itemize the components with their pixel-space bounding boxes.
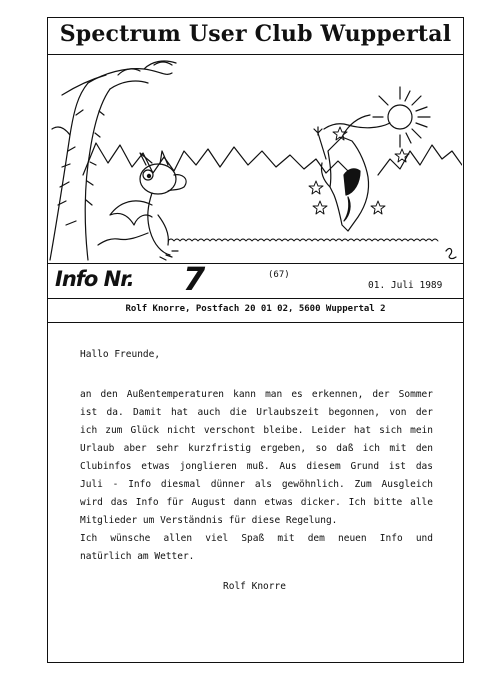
- page-title: Spectrum User Club Wuppertal: [59, 21, 452, 47]
- mountains-right-icon: [378, 145, 462, 175]
- letter-line: Clubinfos etwas jonglieren muß. Aus diesem Grund ist das: [80, 461, 433, 472]
- greeting: Hallo Freunde,: [80, 349, 161, 360]
- artist-mark-icon: [446, 248, 456, 258]
- letter-line: Ich wünsche allen viel Spaß mit dem neuen Info und: [80, 533, 433, 544]
- letter-line: Mitglieder um Verständnis für diese Regelung.: [80, 515, 338, 526]
- letter-line: Urlaub aber sehr kurzfristig ergeben, so daß ich mit den: [80, 443, 433, 454]
- address-bar: [47, 299, 464, 323]
- info-bar: [47, 260, 464, 299]
- cartoon-panel: [47, 55, 464, 264]
- info-number: 7: [183, 260, 206, 298]
- letter-line: ich zum Glück nicht verschont bleibe. Leider hat sich mein: [80, 425, 433, 436]
- title-box: [47, 17, 464, 55]
- page-number: (67): [268, 270, 290, 280]
- letter-line: natürlich am Wetter.: [80, 551, 195, 562]
- mountains-icon: [83, 143, 348, 175]
- signature: Rolf Knorre: [223, 581, 286, 592]
- letter-line: ist da. Damit hat auch die Urlaubszeit begonnen, von der: [80, 407, 433, 418]
- dragon-icon: [98, 151, 186, 260]
- issue-date: 01. Juli 1989: [368, 280, 443, 291]
- letter-line: wird das Info für August dann etwas dicker. Ich bitte alle: [80, 497, 433, 508]
- info-label: Info Nr.: [55, 267, 134, 291]
- letter-body: [47, 323, 464, 663]
- tree-icon: [50, 61, 176, 260]
- grass-icon: [168, 239, 438, 241]
- cartoon-illustration: [48, 55, 462, 262]
- letter-line: an den Außentemperaturen kann man es erkennen, der Sommer: [80, 389, 433, 400]
- address-line: Rolf Knorre, Postfach 20 01 02, 5600 Wuppertal 2: [125, 304, 386, 314]
- letter-line: Juli - Info diesmal dünner als gewöhnlich. Zum Ausgleich: [80, 479, 433, 490]
- sun-icon: [324, 87, 430, 147]
